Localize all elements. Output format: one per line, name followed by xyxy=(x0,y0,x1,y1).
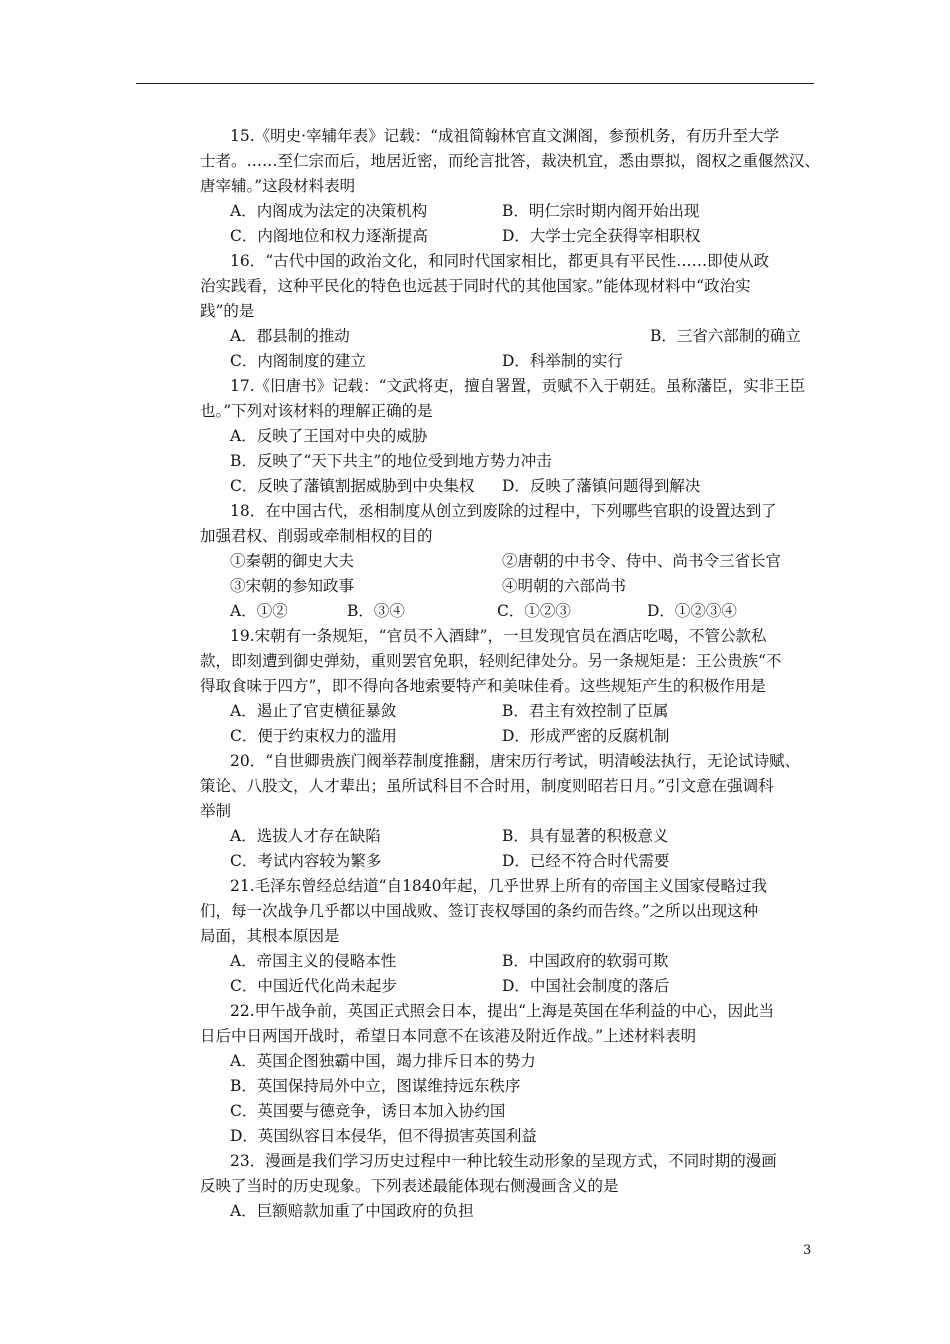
question-stem-line: 款，即刻遭到御史弹劾，重则罢官免职，轻则纪律处分。另一条规矩是：王公贵族“不 xyxy=(200,652,782,670)
option-c: C．①②③ xyxy=(497,602,571,620)
option-row xyxy=(200,324,820,349)
question-stem-line: 治实践看，这种平民化的特色也远甚于同时代的其他国家。”能体现材料中“政治实 xyxy=(200,277,751,295)
option-row xyxy=(200,824,820,849)
option-row xyxy=(200,849,820,874)
option-a: A．①② xyxy=(230,602,288,620)
question-stem-line: 22.甲午战争前，英国正式照会日本，提出“上海是英国在华利益的中心，因此当 xyxy=(230,1002,775,1020)
option-row xyxy=(200,599,820,624)
option-d: D．形成严密的反腐机制 xyxy=(502,727,670,745)
question-17 xyxy=(200,374,820,499)
option-row xyxy=(200,699,820,724)
question-stem-line: 局面，其根本原因是 xyxy=(200,927,340,945)
option-d: D．已经不符合时代需要 xyxy=(502,852,670,870)
option-d: D．中国社会制度的落后 xyxy=(502,977,670,995)
question-stem-line: 日后中日两国开战时，希望日本同意不在该港及附近作战。”上述材料表明 xyxy=(200,1027,697,1045)
option-row xyxy=(200,199,820,224)
option-d: D．大学士完全获得宰相职权 xyxy=(502,227,701,245)
option-d: D．英国纵容日本侵华，但不得损害英国利益 xyxy=(230,1127,537,1145)
option-c: C．英国要与德竞争，诱日本加入协约国 xyxy=(230,1102,506,1120)
question-20 xyxy=(200,749,820,874)
item-3: ③宋朝的参知政事 xyxy=(230,577,355,595)
option-a: A．选拔人才存在缺陷 xyxy=(230,827,381,845)
question-stem-line: 16．“古代中国的政治文化，和同时代国家相比，都更具有平民性……即使从政 xyxy=(230,252,770,270)
question-stem-line: 得取食味于四方”，即不得向各地索要特产和美味佳肴。这些规矩产生的积极作用是 xyxy=(200,677,766,695)
option-row xyxy=(200,224,820,249)
option-a: A．内阁成为法定的决策机构 xyxy=(230,202,428,220)
question-16 xyxy=(200,249,820,374)
question-18 xyxy=(200,499,820,624)
question-stem-line: 21.毛泽东曾经总结道“自1840年起，几乎世界上所有的帝国主义国家侵略过我 xyxy=(230,877,768,895)
question-stem-line: 践”的是 xyxy=(200,302,255,320)
page-number: 3 xyxy=(803,1243,812,1258)
option-b: B．③④ xyxy=(347,602,405,620)
question-stem-line: 们，每一次战争几乎都以中国战败、签订丧权辱国的条约而告终。”之所以出现这种 xyxy=(200,902,759,920)
option-b: B．三省六部制的确立 xyxy=(650,327,801,345)
question-stem-line: 士者。……至仁宗而后，地居近密，而纶言批答，裁决机宜，悉由票拟，阁权之重偃然汉、 xyxy=(200,152,821,170)
option-c: C．内阁制度的建立 xyxy=(230,352,366,370)
option-c: C．便于约束权力的滥用 xyxy=(230,727,397,745)
option-d: D．①②③④ xyxy=(647,602,737,620)
question-19 xyxy=(200,624,820,749)
question-stem-line: 加强君权、削弱或牵制相权的目的 xyxy=(200,527,433,545)
option-c: C．考试内容较为繁多 xyxy=(230,852,382,870)
question-stem-line: 15.《明史·宰辅年表》记载：“成祖简翰林官直文渊阁，参预机务，有历升至大学 xyxy=(230,127,780,145)
option-b: B．反映了“天下共主”的地位受到地方势力冲击 xyxy=(230,452,552,470)
option-b: B．具有显著的积极意义 xyxy=(502,827,669,845)
question-15 xyxy=(200,124,820,249)
item-4: ④明朝的六部尚书 xyxy=(502,577,627,595)
question-stem-line: 举制 xyxy=(200,802,232,820)
item-row xyxy=(200,574,820,599)
option-b: B．君主有效控制了臣属 xyxy=(502,702,669,720)
question-21 xyxy=(200,874,820,999)
question-stem-line: 也。”下列对该材料的理解正确的是 xyxy=(200,402,433,420)
option-row xyxy=(200,974,820,999)
option-c: C．反映了藩镇割据威胁到中央集权 xyxy=(230,477,475,495)
option-row xyxy=(200,349,820,374)
question-stem-line: 策论、八股文，人才辈出；虽所试科目不合时用，制度则昭若日月。”引文意在强调科 xyxy=(200,777,774,795)
option-b: B．英国保持局外中立，图谋维持远东秩序 xyxy=(230,1077,521,1095)
option-b: B．明仁宗时期内阁开始出现 xyxy=(502,202,700,220)
option-d: D．科举制的实行 xyxy=(502,352,623,370)
question-stem-line: 20．“自世卿贵族门阀举荐制度推翻，唐宋历行考试，明清峻法执行，无论试诗赋、 xyxy=(230,752,801,770)
option-c: C．内阁地位和权力逐渐提高 xyxy=(230,227,428,245)
option-row xyxy=(200,474,820,499)
question-stem-line: 19.宋朝有一条规矩，“官员不入酒肆”，一旦发现官员在酒店吃喝，不管公款私 xyxy=(230,627,767,645)
item-2: ②唐朝的中书令、侍中、尚书令三省长官 xyxy=(502,552,782,570)
option-b: B．中国政府的软弱可欺 xyxy=(502,952,669,970)
option-a: A．反映了王国对中央的威胁 xyxy=(230,427,428,445)
option-a: A．英国企图独霸中国，竭力排斥日本的势力 xyxy=(230,1052,536,1070)
question-list xyxy=(200,124,820,1224)
option-a: A．巨额赔款加重了中国政府的负担 xyxy=(230,1202,474,1220)
question-stem-line: 唐宰辅。”这段材料表明 xyxy=(200,177,356,195)
question-stem-line: 反映了当时的历史现象。下列表述最能体现右侧漫画含义的是 xyxy=(200,1177,619,1195)
option-row xyxy=(200,949,820,974)
question-stem-line: 23．漫画是我们学习历史过程中一种比较生动形象的呈现方式，不同时期的漫画 xyxy=(230,1152,777,1170)
item-row xyxy=(200,549,820,574)
option-d: D．反映了藩镇问题得到解决 xyxy=(502,477,701,495)
option-c: C．中国近代化尚未起步 xyxy=(230,977,397,995)
question-stem-line: 18．在中国古代，丞相制度从创立到废除的过程中，下列哪些官职的设置达到了 xyxy=(230,502,777,520)
option-a: A．遏止了官吏横征暴敛 xyxy=(230,702,397,720)
item-1: ①秦朝的御史大夫 xyxy=(230,552,355,570)
option-a: A．帝国主义的侵略本性 xyxy=(230,952,397,970)
header-rule xyxy=(136,83,814,84)
question-23 xyxy=(200,1149,820,1224)
question-22 xyxy=(200,999,820,1149)
option-a: A．郡县制的推动 xyxy=(230,327,350,345)
question-stem-line: 17.《旧唐书》记载：“文武将吏，擅自署置，贡赋不入于朝廷。虽称藩臣，实非王臣 xyxy=(230,377,806,395)
option-row xyxy=(200,724,820,749)
